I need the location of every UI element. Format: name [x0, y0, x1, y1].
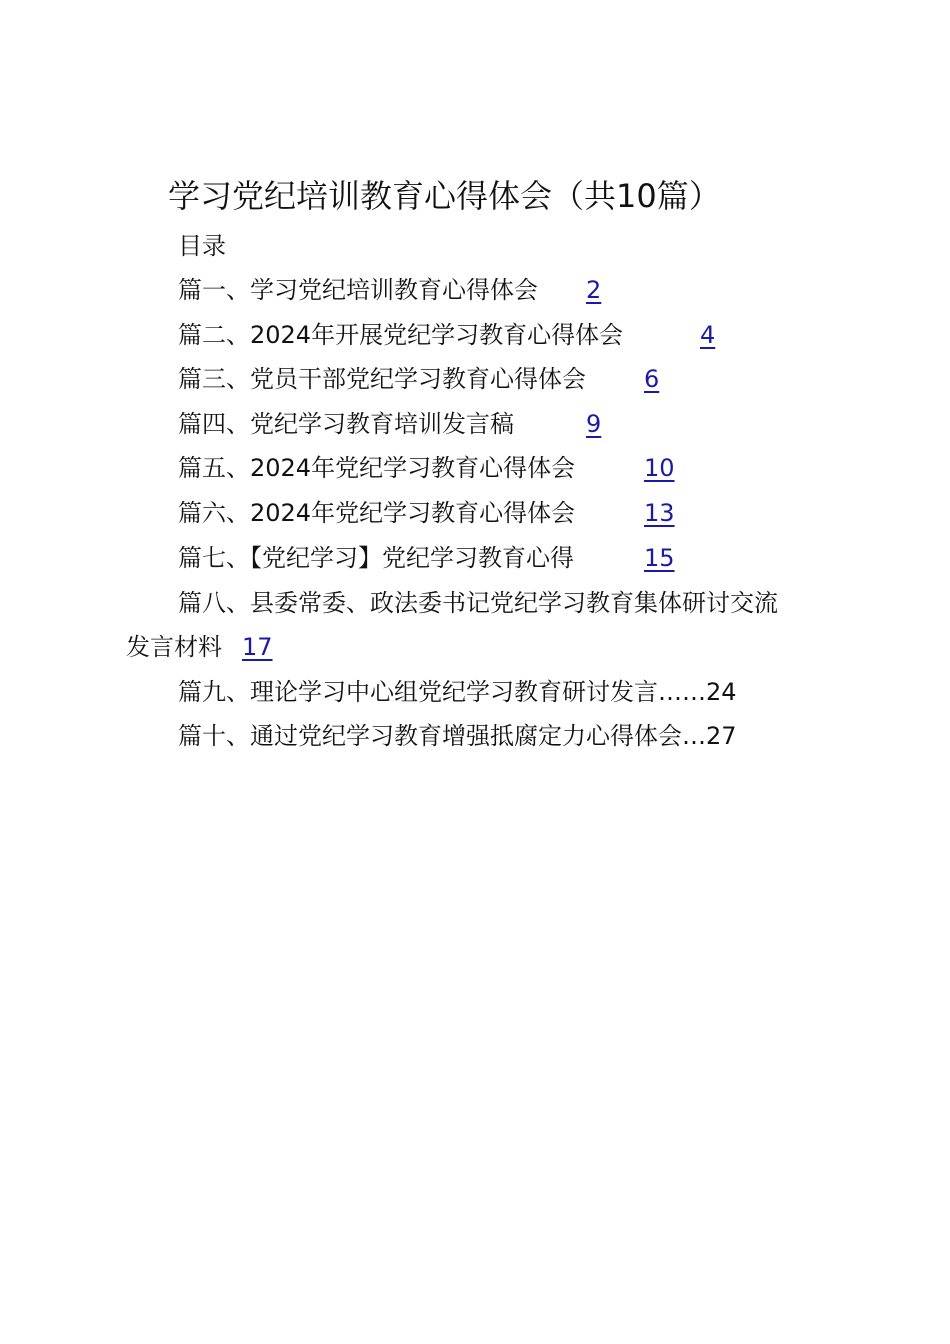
toc-page-link[interactable]: 2: [586, 276, 602, 304]
toc-entry-label-continuation: 发言材料: [126, 633, 222, 661]
toc-entry-9: [178, 672, 737, 712]
toc-page-link[interactable]: 4: [700, 321, 716, 349]
toc-entry-8-continuation: [126, 627, 273, 667]
document-title: 学习党纪培训教育心得体会（共10篇）: [168, 177, 721, 215]
toc-entry-1: [178, 270, 602, 310]
toc-entry-label: 篇四、党纪学习教育培训发言稿: [178, 410, 514, 438]
toc-entry-5: [178, 448, 675, 488]
toc-page-link[interactable]: 9: [586, 410, 602, 438]
toc-entry-2: [178, 315, 716, 355]
toc-entry-label: 篇五、2024年党纪学习教育心得体会: [178, 454, 576, 482]
toc-entry-4: [178, 404, 602, 444]
toc-entry-6: [178, 493, 675, 533]
toc-entry-label: 篇八、县委常委、政法委书记党纪学习教育集体研讨交流: [178, 589, 778, 617]
toc-entry-3: [178, 359, 660, 399]
toc-page-link[interactable]: 10: [644, 454, 675, 482]
toc-entry-8: [178, 583, 778, 623]
toc-page-link[interactable]: 6: [644, 365, 660, 393]
toc-page-link[interactable]: 13: [644, 499, 675, 527]
toc-page-link[interactable]: 15: [644, 544, 675, 572]
toc-heading: 目录: [178, 232, 226, 260]
toc-page-link[interactable]: 17: [242, 633, 273, 661]
toc-entry-10: [178, 716, 737, 756]
toc-entry-label: 篇六、2024年党纪学习教育心得体会: [178, 499, 576, 527]
toc-entry-label: 篇一、学习党纪培训教育心得体会: [178, 276, 538, 304]
toc-entry-7: [178, 538, 675, 578]
toc-entry-label: 篇九、理论学习中心组党纪学习教育研讨发言……24: [178, 678, 737, 706]
toc-entry-label: 篇三、党员干部党纪学习教育心得体会: [178, 365, 586, 393]
toc-entry-label: 篇七、【党纪学习】党纪学习教育心得: [178, 544, 574, 572]
toc-entry-label: 篇十、通过党纪学习教育增强抵腐定力心得体会…27: [178, 722, 737, 750]
toc-entry-label: 篇二、2024年开展党纪学习教育心得体会: [178, 321, 624, 349]
